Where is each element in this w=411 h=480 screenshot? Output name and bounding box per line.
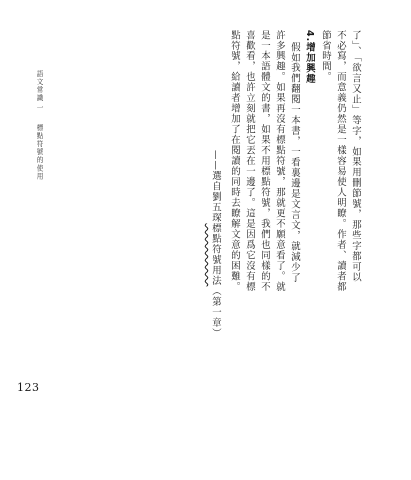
section-heading: 4.增加興趣 xyxy=(304,30,315,85)
paragraph-line-2: 許多興趣。如果再沒有標點符號，那就更不願意看了。就 xyxy=(274,30,285,293)
source-suffix: （第一章） xyxy=(210,286,221,339)
running-header-chapter: 標點符號的使用 xyxy=(35,124,43,181)
running-header-divider: 一 xyxy=(35,104,43,113)
paragraph-line-5: 點符號，給讀者增加了在閱讀的同時去瞭解文意的困難。 xyxy=(229,30,240,293)
source-prefix: ——選自劉五琛 xyxy=(210,150,221,224)
source-title: 標點符號用法 xyxy=(210,223,221,287)
body-line-3: 節省時間。 xyxy=(320,30,331,83)
body-line-2: 不必寫，而意義仍然是一樣容易使人明瞭。作者、讀者都 xyxy=(335,30,346,293)
running-header-book: 語文常識 xyxy=(35,70,43,103)
paragraph-line-4: 喜歡看，也許立刻就把它丟在一邊了。這是因爲它沒有標 xyxy=(244,30,255,293)
source-attribution xyxy=(210,150,221,339)
body-line-1: 了」、「欲言又止」等字，如果用刪節號，那些字都可以 xyxy=(350,30,361,283)
paragraph-line-1: 假如我們翻閱一本書，一看裏邊是文言文，就減少了 xyxy=(289,42,300,284)
page-number: 123 xyxy=(17,381,40,394)
paragraph-line-3: 是一本語體文的書，如果不用標點符號，我們也同樣的不 xyxy=(259,30,270,293)
